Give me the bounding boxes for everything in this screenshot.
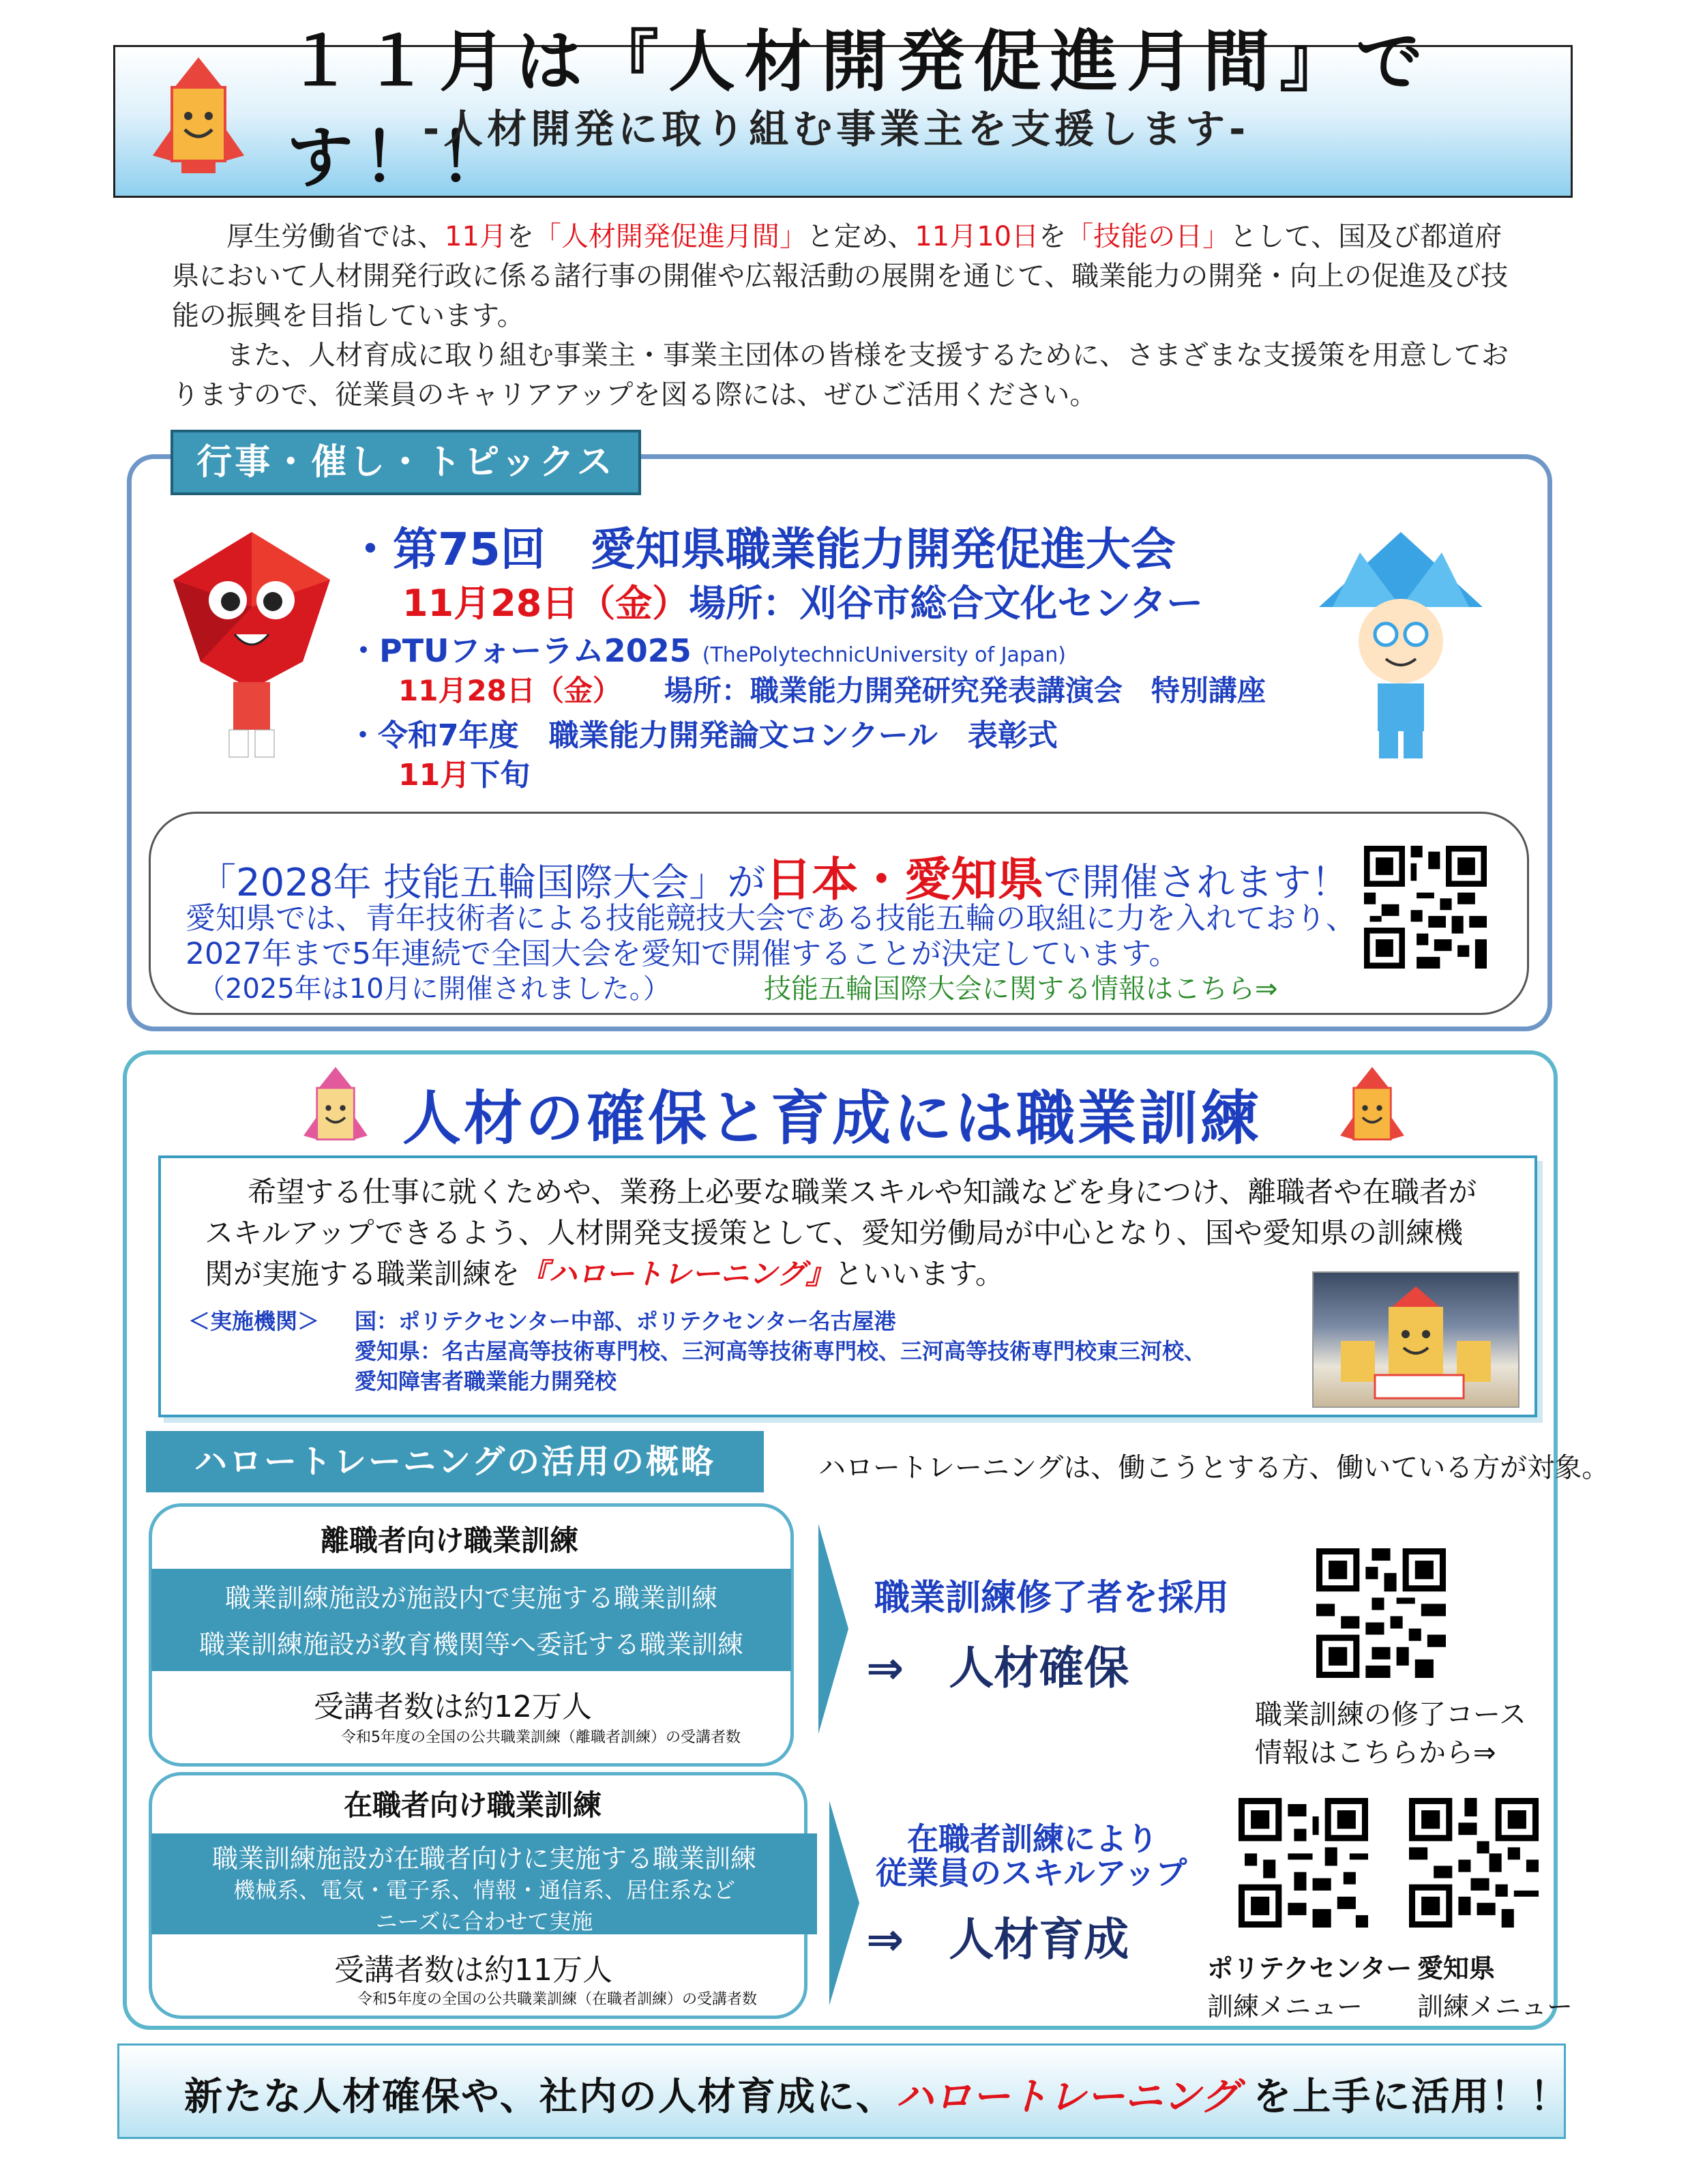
pencil-mascot-icon	[1331, 1064, 1413, 1160]
events-label: 行事・催し・トピックス	[171, 430, 641, 495]
pencil-mascot-icon	[147, 53, 250, 190]
institutions-other: 愛知障害者職業能力開発校	[355, 1368, 617, 1394]
worldskills-text-3: （2025年は10月に開催されました。）	[198, 973, 670, 1005]
institutions-prefecture: 愛知県：名古屋高等技術専門校、三河高等技術専門校、三河高等技術専門校東三河校、	[355, 1338, 1206, 1364]
result-2-outcome: ⇒ 人材育成	[866, 1913, 1129, 1966]
worldskills-text-2: 2027年まで5年連続で全国大会を愛知で開催することが決定しています。	[186, 936, 1179, 971]
card-2-count: 受講者数は約11万人	[334, 1953, 612, 1988]
event-2-date: 11月28日（金） 場所：職業能力開発研究発表講演会 特別講座	[398, 674, 1266, 707]
kabuto-mascot-icon	[1312, 525, 1489, 764]
qr-code-icon[interactable]	[1364, 846, 1487, 969]
aichi-menu-label: 愛知県 訓練メニュー	[1417, 1953, 1573, 2022]
card-1-source: 令和5年度の全国の公共職業訓練（離職者訓練）の受講者数	[341, 1729, 741, 1746]
result-2-heading-1: 在職者訓練により	[907, 1820, 1158, 1857]
card-1-line-2: 職業訓練施設が教育機関等へ委託する職業訓練	[198, 1629, 743, 1659]
overview-note: ハロートレーニングは、働こうとする方、働いている方が対象。	[818, 1452, 1610, 1484]
training-description: 希望する仕事に就くためや、業務上必要な職業スキルや知識などを身につけ、離職者や在職者がスキルアップできるよう、人材開発支援策として、愛知労働局が中心となり、国や愛知県の訓練機関が実施する職業訓練を『ハロートレーニング』といいます。	[205, 1175, 1477, 1290]
card-2-line-3: ニーズに合わせて実施	[375, 1908, 593, 1934]
event-1-title: ・第75回 愛知県職業能力開発促進大会	[348, 523, 1176, 576]
page-title: １１月は『人材開発促進月間』です！！	[286, 23, 1433, 197]
card-2-line-2: 機械系、電気・電子系、情報・通信系、居住系など	[233, 1877, 735, 1903]
page-subtitle: -人材開発に取り組む事業主を支援します-	[423, 106, 1250, 152]
polytec-menu-label: ポリテクセンター 訓練メニュー	[1207, 1953, 1412, 2022]
training-title: 人材の確保と育成には職業訓練	[402, 1084, 1262, 1153]
course-info-note: 職業訓練の修了コース 情報はこちらから⇒	[1255, 1699, 1526, 1769]
worldskills-text-1: 愛知県では、青年技術者による技能競技大会である技能五輪の取組に力を入れており、	[186, 901, 1356, 936]
result-1-heading: 職業訓練修了者を採用	[874, 1578, 1230, 1619]
event-2-title: ・PTUフォーラム2025 (ThePolytechnicUniversity of Japan)	[348, 632, 1066, 669]
mascot-photo	[1312, 1271, 1519, 1408]
result-1-outcome: ⇒ 人材確保	[866, 1642, 1129, 1694]
card-1-count: 受講者数は約12万人	[314, 1689, 592, 1724]
card-1-line-1: 職業訓練施設が施設内で実施する職業訓練	[224, 1583, 717, 1613]
overview-label: ハロートレーニングの活用の概略	[146, 1431, 764, 1492]
institutions-national: 国：ポリテクセンター中部、ポリテクセンター名古屋港	[355, 1308, 896, 1334]
intro-paragraph: 厚生労働省では、11月を「人材開発促進月間」と定め、11月10日を「技能の日」として、国及び都道府県において人材開発行政に係る諸行事の開催や広報活動の展開を通じて、職業能力の開発・向上の促進及び技能の振興を目指しています。 また、人材育成に取り組む事業主・事業主団体の皆様を支援するために、さまざまな支援策を用意しておりますので、従業員のキャリアアップを図る際には、ぜひご活用ください。	[172, 221, 1509, 411]
event-1-date: 11月28日（金）場所：刈谷市総合文化センター	[402, 582, 1204, 625]
qr-code-icon[interactable]	[1409, 1798, 1539, 1928]
worldskills-info-link[interactable]: 技能五輪国際大会に関する情報はこちら⇒	[764, 973, 1278, 1005]
card-2-source: 令和5年度の全国の公共職業訓練（在職者訓練）の受講者数	[357, 1991, 757, 2008]
institutions-label: ＜実施機関＞	[188, 1308, 320, 1334]
footer-message: 新たな人材確保や、社内の人材育成に、ハロートレーニング を上手に活用！！	[184, 2075, 1570, 2119]
qr-code-icon[interactable]	[1239, 1798, 1368, 1928]
result-2-heading-2: 従業員のスキルアップ	[876, 1855, 1187, 1891]
card-2-title: 在職者向け職業訓練	[344, 1788, 602, 1822]
pencil-mascot-icon	[295, 1064, 376, 1160]
arrow-right-icon	[818, 1524, 848, 1734]
qr-code-icon[interactable]	[1316, 1548, 1446, 1678]
event-3-date: 11月下旬	[398, 758, 531, 793]
arrow-right-icon	[829, 1801, 859, 2005]
event-3-title: ・令和7年度 職業能力開発論文コンクール 表彰式	[348, 718, 1058, 753]
worldskills-heading: 「2028年 技能五輪国際大会」が日本・愛知県で開催されます！	[198, 853, 1350, 907]
card-1-title: 離職者向け職業訓練	[321, 1524, 579, 1557]
origami-mascot-icon	[166, 525, 337, 764]
card-2-line-1: 職業訓練施設が在職者向けに実施する職業訓練	[211, 1844, 756, 1874]
